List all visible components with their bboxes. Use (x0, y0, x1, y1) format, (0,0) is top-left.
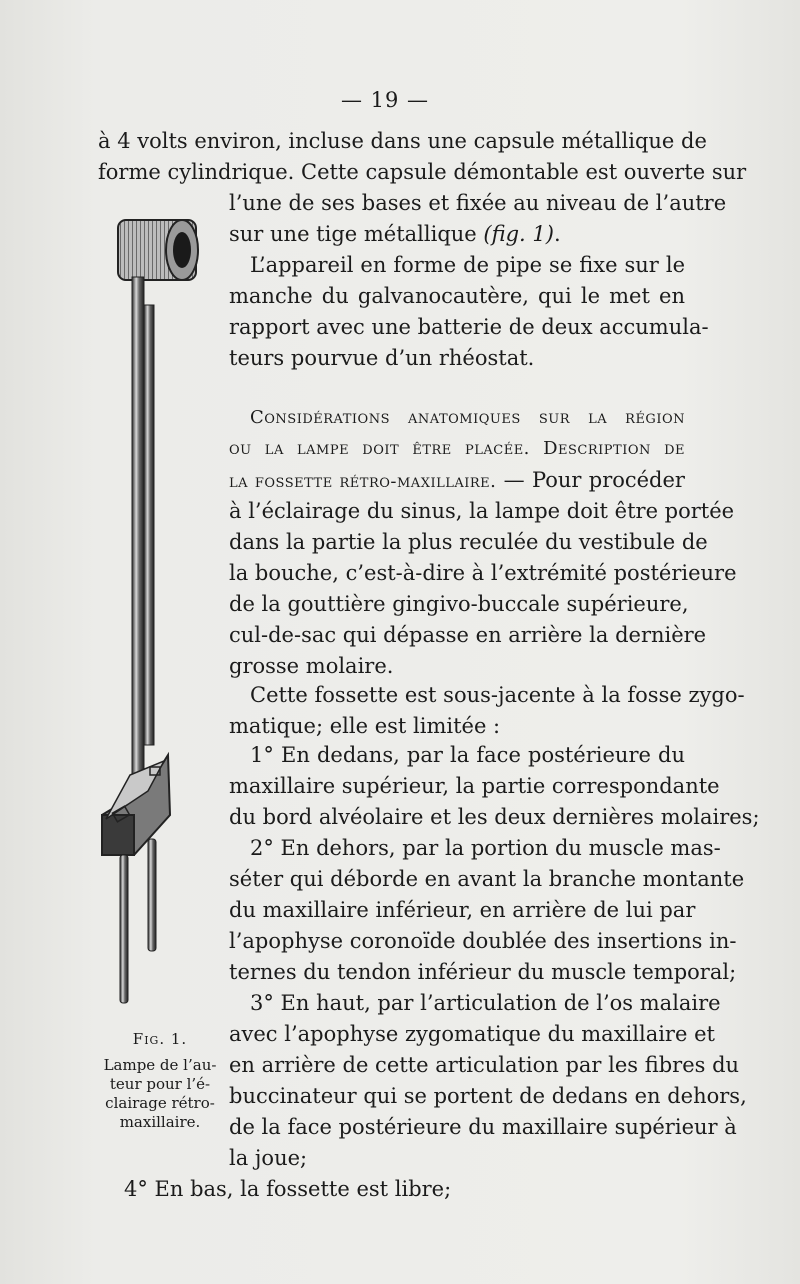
text-line: grosse molaire. (229, 654, 394, 678)
text-fragment: sur une tige métallique (229, 222, 477, 246)
text-line: buccinateur qui se portent de dedans en dehors, (229, 1084, 747, 1108)
text-line: rapport avec une batterie de deux accumula- (229, 315, 709, 339)
section-heading-line: ou la lampe doit être placée. Description de (229, 438, 685, 459)
text-line: maxillaire supérieur, la partie correspondante (229, 774, 720, 798)
text-line: matique; elle est limitée : (229, 714, 501, 738)
text-line: du maxillaire inférieur, en arrière de lui par (229, 898, 696, 922)
lamp-capsule (118, 220, 198, 280)
text-line: 2° En dehors, par la portion du muscle mas- (250, 836, 721, 860)
text-line: du bord alvéolaire et les deux dernières molaires; (229, 805, 760, 829)
lamp-rod (132, 277, 144, 797)
lamp-tube (144, 305, 154, 745)
text-fragment: . (553, 222, 561, 246)
text-line: dans la partie la plus reculée du vestibule de (229, 530, 708, 554)
text-line: la bouche, c’est-à-dire à l’extrémité postérieure (229, 561, 737, 585)
figure-label: Fig. 1. (132, 1030, 188, 1048)
text-line-fig-ref (229, 219, 685, 249)
prong-left (120, 855, 128, 1003)
section-heading-line: Considérations anatomiques sur la région (250, 407, 685, 428)
text-line: l’apophyse coronoïde doublée des insertions in- (229, 929, 737, 953)
text-line: à l’éclairage du sinus, la lampe doit être portée (229, 499, 735, 523)
figure-caption-line: Lampe de l’au- (103, 1056, 217, 1074)
text-line: Cette fossette est sous-jacente à la fosse zygo- (250, 683, 745, 707)
text-line: manche du galvanocautère, qui le met en (229, 284, 685, 308)
text-line: à 4 volts environ, incluse dans une capsule métallique de (98, 129, 707, 153)
lamp-illustration (100, 215, 220, 1015)
text-line: 1° En dedans, par la face postérieure du (250, 743, 685, 767)
text-line: ternes du tendon inférieur du muscle temporal; (229, 960, 737, 984)
page-number: — 19 — (340, 88, 430, 112)
text-line: forme cylindrique. Cette capsule démontable est ouverte sur (98, 160, 747, 184)
prong-right (148, 839, 156, 951)
text-line: cul-de-sac qui dépasse en arrière la dernière (229, 623, 707, 647)
text-line: l’une de ses bases et fixée au niveau de l’autre (229, 191, 727, 215)
section-heading-line-3 (229, 465, 685, 497)
text-line: 3° En haut, par l’articulation de l’os malaire (250, 991, 721, 1015)
text-line: séter qui déborde en avant la branche montante (229, 867, 745, 891)
text-line: L’appareil en forme de pipe se fixe sur le (250, 253, 685, 277)
text-line: la joue; (229, 1146, 308, 1170)
figure-caption-line: clairage rétro- (105, 1094, 215, 1112)
text-line: en arrière de cette articulation par les fibres du (229, 1053, 740, 1077)
section-heading-text: la fossette rétro-maxillaire. (229, 471, 497, 492)
figure-caption-line: maxillaire. (119, 1113, 201, 1131)
text-line: de la face postérieure du maxillaire supérieur à (229, 1115, 737, 1139)
figure-reference: (fig. 1) (483, 222, 554, 246)
dash: — (496, 468, 525, 492)
text-line: 4° En bas, la fossette est libre; (124, 1177, 452, 1201)
text-line: teurs pourvue d’un rhéostat. (229, 346, 535, 370)
figure-caption-line: teur pour l’é- (109, 1075, 211, 1093)
text-fragment: Pour procéder (531, 468, 685, 492)
text-line: de la gouttière gingivo-buccale supérieure, (229, 592, 689, 616)
text-line: avec l’apophyse zygomatique du maxillaire et (229, 1022, 715, 1046)
